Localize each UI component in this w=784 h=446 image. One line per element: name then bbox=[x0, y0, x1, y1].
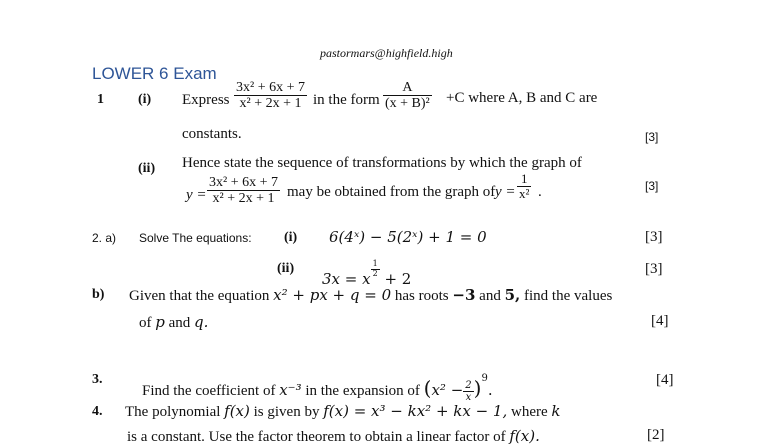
q1-ii-numerator: 3x² + 6x + 7 bbox=[209, 175, 278, 190]
q1-part-i-form-fraction bbox=[383, 80, 432, 112]
q2-instruction: Solve The equations: bbox=[139, 231, 252, 245]
q1-part-ii-mid: may be obtained from the graph of bbox=[287, 184, 496, 200]
q2-b-line1c: find the values bbox=[524, 288, 613, 304]
q2-b-and2: and bbox=[168, 315, 191, 331]
q4-marks: [2] bbox=[647, 427, 665, 443]
q1-part-i-in-form: in the form bbox=[313, 92, 380, 108]
q4-equation: f(x) = x³ − kx² + kx − 1, bbox=[323, 402, 508, 420]
q1-part-ii-y-eq2: y = bbox=[495, 184, 516, 200]
q1-part-ii-label: (ii) bbox=[138, 161, 156, 176]
q3-period: . bbox=[487, 381, 493, 399]
q1-number: 1 bbox=[97, 92, 104, 107]
q4-text-a: The polynomial bbox=[125, 404, 221, 420]
q1-graph-denominator: x² bbox=[519, 186, 530, 202]
q2-b-marks: [4] bbox=[651, 313, 669, 329]
q1-graph-numerator: 1 bbox=[517, 172, 531, 187]
q3-term: x⁻³ bbox=[279, 381, 302, 399]
q2-b-of: of bbox=[139, 315, 152, 331]
q2-b-p: p bbox=[155, 313, 165, 331]
q2-b-root1: −3 bbox=[452, 286, 476, 304]
q3-expression: (x² − $\frac{2}{x}$ )$^9$. bbox=[423, 373, 493, 403]
q3-text-a: Find the coefficient of bbox=[142, 383, 276, 399]
q2-b-line1b: has roots bbox=[394, 288, 449, 304]
q1-form-numerator: A bbox=[383, 80, 432, 96]
q4-text-c: where bbox=[511, 404, 548, 420]
q4-line2 bbox=[127, 427, 540, 446]
q4-line2-text: is a constant. Use the factor theorem to obtain a linear factor of bbox=[127, 429, 506, 445]
q1-part-i-form-tail: +C where A, B and C are bbox=[446, 90, 598, 106]
q3-number: 3. bbox=[92, 372, 103, 387]
q2-b-root2: 5, bbox=[504, 286, 521, 304]
q4-fx2: f(x). bbox=[509, 427, 540, 445]
q1-part-i-express: Express bbox=[182, 92, 230, 108]
q1-part-ii-period: . bbox=[538, 184, 542, 200]
q1-part-i-marks: [3] bbox=[645, 130, 659, 144]
q4-number: 4. bbox=[92, 404, 103, 419]
q2-i-equation: 6(4ˣ) − 5(2ˣ) + 1 = 0 bbox=[329, 228, 487, 246]
q4-line1 bbox=[125, 402, 561, 421]
q1-part-i-fraction bbox=[234, 80, 307, 112]
q2-b-label: b) bbox=[92, 287, 105, 302]
q3-frac-den: x bbox=[465, 391, 472, 403]
page-title: LOWER 6 Exam bbox=[92, 64, 217, 83]
q2-label: 2. a) bbox=[92, 231, 117, 245]
q1-fraction-numerator: 3x² + 6x + 7 bbox=[236, 80, 305, 95]
q3-marks: [4] bbox=[656, 372, 674, 388]
q2-i-label: (i) bbox=[284, 230, 298, 245]
q1-part-ii-text: Hence state the sequence of transformations by which the graph of bbox=[182, 155, 582, 171]
q3-base: x² − bbox=[431, 381, 464, 399]
q1-form-denominator: (x + B)² bbox=[385, 96, 430, 112]
header-author: pastormars@highfield.high bbox=[320, 46, 453, 60]
q4-k: k bbox=[551, 402, 561, 420]
q1-part-i-line2: constants. bbox=[182, 126, 242, 142]
q2-ii-lhs: 3x = x bbox=[322, 269, 371, 288]
q2-b-line1a: Given that the equation bbox=[129, 288, 270, 304]
q1-part-ii-marks: [3] bbox=[645, 179, 659, 193]
q2-ii-exp-num: 1 bbox=[372, 259, 378, 268]
q1-part-ii-graph-fraction bbox=[517, 172, 531, 202]
q2-ii-equation bbox=[322, 260, 411, 288]
q2-ii-rhs: + 2 bbox=[379, 269, 412, 288]
q3-power: 9 bbox=[481, 373, 488, 384]
q2-b-and: and bbox=[479, 288, 501, 304]
q2-b-line2 bbox=[139, 313, 208, 332]
q3-text-b: in the expansion of bbox=[305, 383, 420, 399]
q2-b-q: q. bbox=[194, 313, 209, 331]
q4-fx: f(x) bbox=[224, 402, 250, 420]
q2-ii-exp-den: 2 bbox=[372, 268, 378, 278]
q3-frac-num: 2 bbox=[465, 379, 472, 391]
q4-text-b: is given by bbox=[253, 404, 320, 420]
q1-part-i-label: (i) bbox=[138, 92, 152, 107]
q2-ii-marks: [3] bbox=[645, 261, 663, 277]
q2-ii-label: (ii) bbox=[277, 261, 295, 276]
q1-fraction-denominator: x² + 2x + 1 bbox=[239, 96, 302, 112]
q1-part-ii-y-eq: y = bbox=[186, 187, 207, 203]
q2-i-marks: [3] bbox=[645, 229, 663, 245]
q1-ii-denominator: x² + 2x + 1 bbox=[212, 191, 275, 207]
q1-part-ii-fraction bbox=[207, 175, 280, 207]
q2-b-line1 bbox=[129, 286, 612, 305]
q2-b-equation: x² + px + q = 0 bbox=[273, 286, 392, 304]
